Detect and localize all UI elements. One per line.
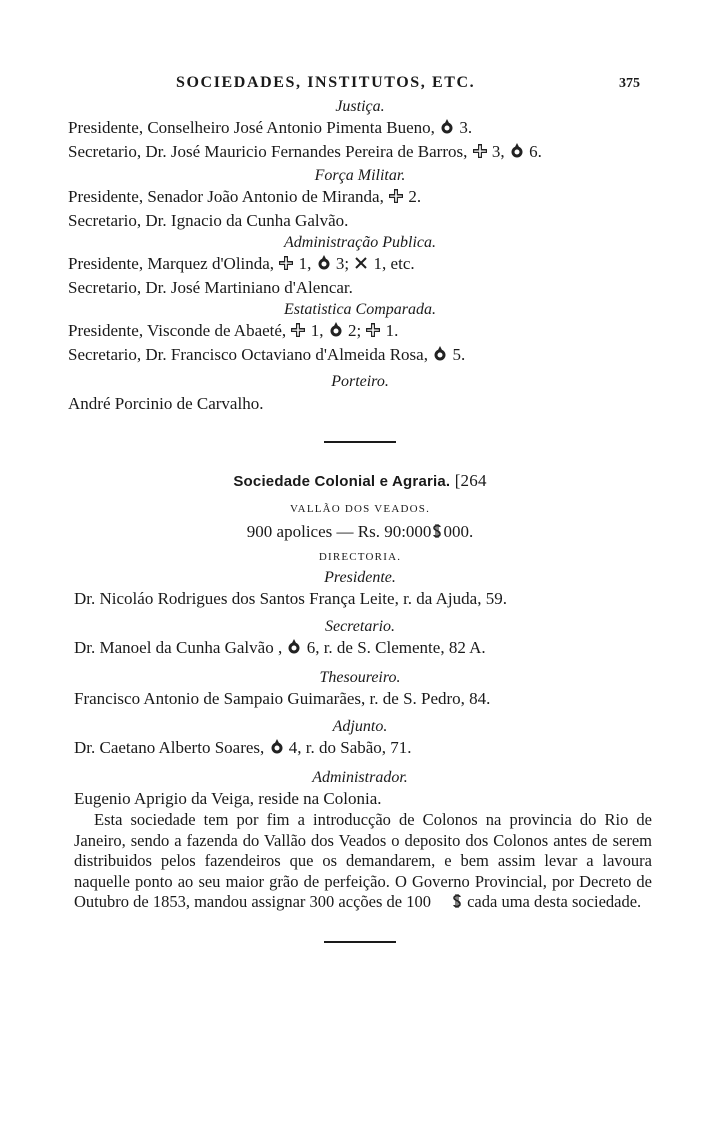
- running-head: SOCIEDADES, INSTITUTOS, ETC.: [176, 74, 476, 91]
- estatistica-secretario-text: Secretario, Dr. Francisco Octaviano d'Almeida Rosa,: [68, 345, 428, 364]
- section-title-porteiro: Porteiro.: [331, 373, 389, 390]
- administrador-entry: Eugenio Aprigio da Veiga, reside na Colonia.: [74, 789, 382, 808]
- christ-cross-icon: [388, 188, 404, 210]
- section-title-administracao: Administração Publica.: [284, 234, 436, 251]
- christ-cross-icon: [290, 322, 306, 344]
- christ-cross-icon: [365, 322, 381, 344]
- presidente-entry: Dr. Nicoláo Rodrigues dos Santos França Leite, r. da Ajuda, 59.: [74, 589, 507, 608]
- estatistica-presidente: [68, 320, 652, 344]
- society-title: [68, 470, 652, 493]
- thesoureiro-entry: Francisco Antonio de Sampaio Guimarães, r. de S. Pedro, 84.: [74, 689, 491, 708]
- secretario-entry: [68, 637, 652, 661]
- justica-presidente: [68, 117, 652, 141]
- justica-presidente-text: Presidente, Conselheiro José Antonio Pimenta Bueno,: [68, 118, 435, 137]
- justica-secretario-text: Secretario, Dr. José Mauricio Fernandes Pereira de Barros,: [68, 142, 468, 161]
- adjunto-entry-post: 4, r. do Sabão, 71.: [288, 738, 412, 757]
- estatistica-secretario: [68, 344, 652, 368]
- secretario-title: Secretario.: [324, 618, 396, 635]
- administracao-secretario: Secretario, Dr. José Martiniano d'Alencar.: [68, 278, 353, 297]
- presidente-title: Presidente.: [324, 569, 396, 586]
- christ-cross-icon: [472, 143, 488, 165]
- porteiro-name: André Porcinio de Carvalho.: [68, 394, 264, 413]
- administracao-presidente-c: 1, etc.: [373, 254, 415, 273]
- society-description-post: cada uma desta sociedade.: [462, 892, 642, 911]
- society-description: [74, 810, 652, 915]
- society-capital-post: 000.: [443, 522, 474, 541]
- directoria-heading: DIRECTORIA.: [318, 551, 402, 563]
- section-title-justica: Justiça.: [335, 98, 385, 115]
- adjunto-title: Adjunto.: [332, 718, 388, 735]
- justica-secretario-end: 6.: [529, 142, 542, 161]
- rose-order-icon: [432, 346, 448, 368]
- rose-order-icon: [509, 143, 525, 165]
- estatistica-presidente-text: Presidente, Visconde de Abaeté,: [68, 321, 287, 340]
- justica-secretario-mid: 3,: [491, 142, 505, 161]
- star-cross-icon: [353, 255, 369, 277]
- thesoureiro-title: Thesoureiro.: [319, 669, 401, 686]
- society-capital: [68, 519, 652, 547]
- page-number: 375: [619, 76, 640, 91]
- forca-secretario: Secretario, Dr. Ignacio da Cunha Galvão.: [68, 211, 349, 230]
- society-capital-pre: 900 apolices — Rs. 90:000: [246, 522, 432, 541]
- adjunto-entry-pre: Dr. Caetano Alberto Soares,: [74, 738, 265, 757]
- administracao-presidente-a: 1,: [298, 254, 312, 273]
- rose-order-icon: [439, 119, 455, 141]
- administracao-presidente: [68, 253, 652, 277]
- society-subtitle: VALLÃO DOS VEADOS.: [289, 503, 431, 515]
- adjunto-entry: [68, 737, 652, 761]
- section-title-estatistica: Estatistica Comparada.: [283, 301, 436, 318]
- end-divider: [324, 941, 396, 943]
- christ-cross-icon: [278, 255, 294, 277]
- society-description-pre: Esta sociedade tem por fim a introducção de Colonos na provincia do Rio de Janeiro, sendo a fazenda do Vallão dos Veados o deposito dos Colonos antes de serem distribuidos pelos fazendeiros que os demandarem, e bem assim levar a lavoura naquelle ponto ao seu maior grão de perfeição. O Governo Provincial, por Decreto de Outubro de 1853, mandou assignar 300 acções de 100: [74, 810, 652, 911]
- estatistica-presidente-b: 2;: [347, 321, 362, 340]
- estatistica-presidente-a: 1,: [310, 321, 324, 340]
- cifrao-icon: [431, 893, 463, 915]
- forca-presidente-end: 2.: [408, 187, 422, 206]
- estatistica-secretario-end: 5.: [452, 345, 466, 364]
- rose-order-icon: [269, 739, 285, 761]
- page-header: [0, 74, 715, 98]
- rose-order-icon: [316, 255, 332, 277]
- estatistica-presidente-c: 1.: [385, 321, 399, 340]
- secretario-entry-post: 6, r. de S. Clemente, 82 A.: [306, 638, 486, 657]
- secretario-entry-pre: Dr. Manoel da Cunha Galvão ,: [74, 638, 283, 657]
- justica-secretario: [68, 141, 652, 165]
- rose-order-icon: [328, 322, 344, 344]
- forca-presidente-text: Presidente, Senador João Antonio de Miranda,: [68, 187, 384, 206]
- society-ref: [264: [454, 471, 487, 490]
- administrador-title: Administrador.: [312, 769, 408, 786]
- rose-order-icon: [286, 639, 302, 661]
- cifrao-icon: [431, 521, 443, 547]
- page-body: [68, 96, 652, 943]
- society-name: Sociedade Colonial e Agraria.: [233, 473, 451, 490]
- justica-presidente-end: 3.: [459, 118, 473, 137]
- forca-presidente: [68, 186, 652, 210]
- section-title-forca: Força Militar.: [314, 167, 406, 184]
- administracao-presidente-b: 3;: [335, 254, 350, 273]
- administracao-presidente-text: Presidente, Marquez d'Olinda,: [68, 254, 275, 273]
